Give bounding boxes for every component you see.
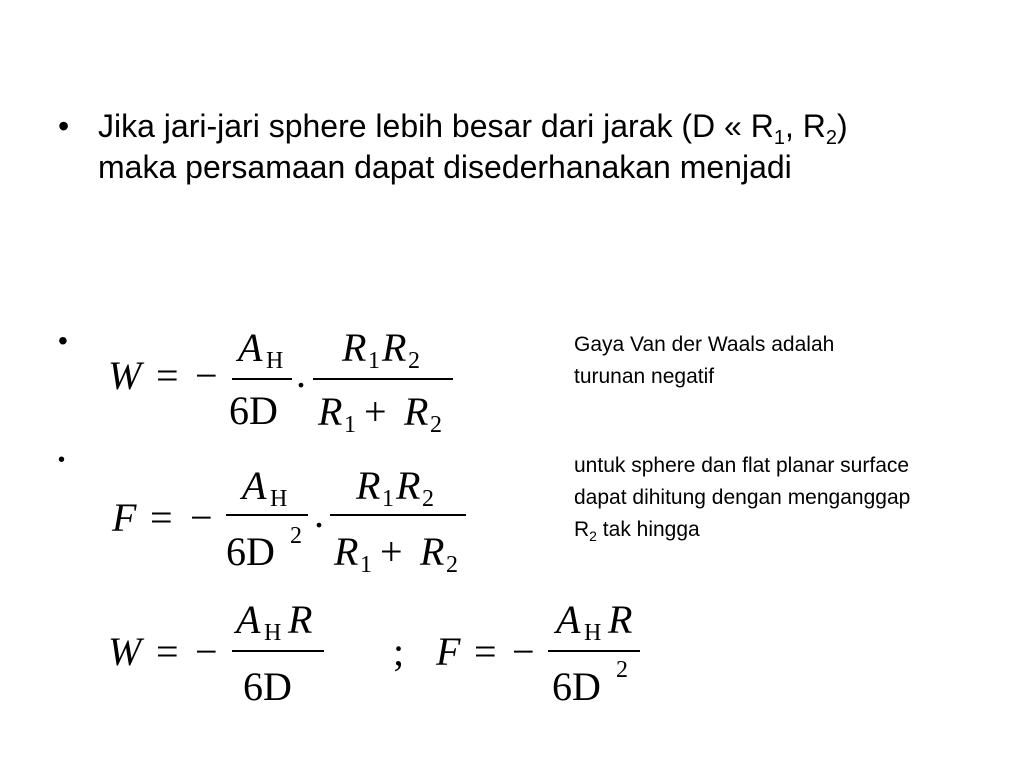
eq3-bar [232, 650, 324, 652]
eq1-frac1-den: 6D [229, 388, 278, 433]
eq4-bar [548, 650, 640, 652]
eq2-minus: − [190, 495, 213, 540]
eq4-num-r: R [608, 597, 633, 642]
eq1-frac2-bar [313, 378, 453, 380]
eq3-num-sub: H [264, 620, 282, 646]
eq2-frac2-den-a-sub: 1 [360, 552, 372, 578]
intro-sub-2: 2 [825, 127, 837, 149]
sphere-note-text: untuk sphere dan flat planar surface dapat dihitung dengan menganggap R [574, 454, 911, 541]
sphere-note-text-2: tak hingga [596, 518, 700, 541]
intro-paragraph [98, 106, 928, 188]
eq4-minus: − [512, 629, 535, 674]
eq1-frac2-num-a-sub: 1 [368, 348, 380, 374]
vdw-note: Gaya Van der Waals adalah turunan negatif [574, 333, 835, 388]
intro-text-1: Jika jari-jari sphere lebih besar dari jarak (D « R [98, 108, 774, 144]
eq2-frac2-bar [330, 514, 466, 516]
eq1-frac2-num-a: R [342, 325, 367, 370]
eq2-plus: + [380, 529, 403, 574]
eq1-frac2-num-b: R [382, 325, 407, 370]
eq2-frac2-num-a: R [356, 463, 381, 508]
eq1-dot: . [296, 351, 306, 396]
eq4-num: A [556, 597, 581, 642]
eq2-lhs: F [112, 495, 137, 540]
bullet-1: • [58, 108, 70, 144]
eq1-frac2-den-b-sub: 2 [430, 412, 442, 438]
eq2-frac2-num-b-sub: 2 [422, 486, 434, 512]
eq1-equals: = [156, 353, 179, 398]
bullet-3: • [58, 449, 66, 471]
eq1-lhs: W [108, 353, 142, 398]
eq2-frac1-den: 6D [226, 529, 275, 574]
eq2-equals: = [150, 495, 173, 540]
eq1-plus: + [364, 389, 387, 434]
intro-sub-1: 1 [773, 127, 785, 149]
eq2-frac1-bar [226, 514, 308, 516]
eq4-lhs: F [436, 629, 461, 674]
eq2-dot: . [314, 491, 324, 536]
eq2-frac2-num-b: R [396, 463, 421, 508]
eq2-frac2-num-a-sub: 1 [382, 486, 394, 512]
eq2-frac1-num-sub: H [270, 486, 288, 512]
eq2-frac2-den-b-sub: 2 [446, 552, 458, 578]
eq1-frac2-den-a-sub: 1 [344, 412, 356, 438]
eq4-den-sup: 2 [616, 657, 628, 683]
sphere-note [574, 450, 934, 546]
sphere-note-sub: 2 [589, 528, 597, 544]
eq2-frac1-den-sup: 2 [290, 523, 302, 549]
eq4-den: 6D [552, 664, 601, 709]
eq2-frac1-num: A [242, 463, 267, 508]
eq3-num-r: R [288, 597, 313, 642]
intro-text-3: ) maka persamaan dapat disederhanakan menjadi [98, 108, 848, 185]
eq1-frac2-den-a: R [318, 389, 343, 434]
bullet-2: • [58, 325, 68, 356]
eq4-num-sub: H [584, 620, 602, 646]
eq1-frac1-num: A [238, 325, 263, 370]
eq3-minus: − [195, 629, 218, 674]
eq3-den: 6D [243, 664, 292, 709]
eq4-equals: = [474, 629, 497, 674]
eq1-frac2-num-b-sub: 2 [408, 348, 420, 374]
eq3-lhs: W [108, 629, 142, 674]
eq1-frac1-bar [232, 378, 292, 380]
eq1-frac2-den-b: R [404, 389, 429, 434]
eq3-equals: = [156, 629, 179, 674]
equation-separator: ; [393, 629, 405, 674]
eq1-minus: − [195, 353, 218, 398]
eq3-num: A [236, 597, 261, 642]
eq1-frac1-num-sub: H [266, 348, 284, 374]
intro-text-2: , R [784, 108, 826, 144]
eq2-frac2-den-b: R [420, 529, 445, 574]
eq2-frac2-den-a: R [334, 529, 359, 574]
